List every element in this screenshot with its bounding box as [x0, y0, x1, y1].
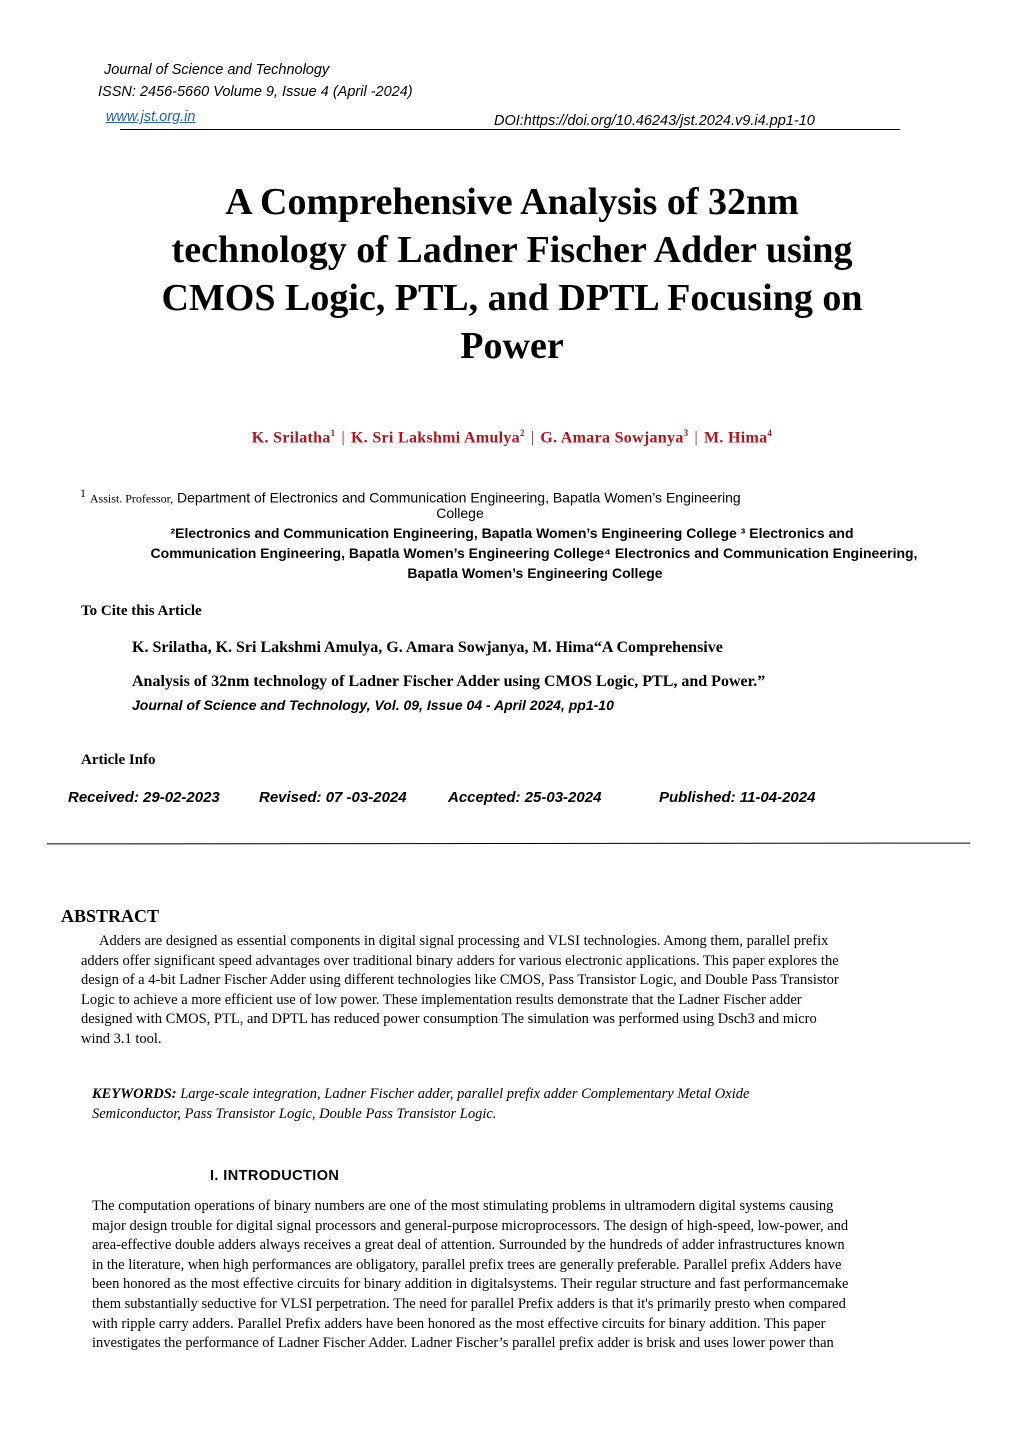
cite-journal: Journal of Science and Technology, Vol. 09, Issue 04 - April 2024, pp1-10: [132, 697, 614, 713]
intro-line-3: area-effective double adders always receives a great deal of attention. Surrounded by the hundreds of adder infrastructures known: [92, 1237, 845, 1254]
affiliation-1-continued: College: [436, 505, 484, 521]
author-4: M. Hima: [703, 429, 768, 447]
issn-line: ISSN: 2456-5660 Volume 9, Issue 4 (April -2024): [98, 84, 413, 100]
abstract-line-3: design of a 4-bit Ladner Fischer Adder using different technologies like CMOS, Pass Transistor Logic, and Double Pass Transistor: [81, 972, 839, 989]
cite-label: To Cite this Article: [81, 603, 202, 619]
title-line-2: technology of Ladner Fischer Adder using: [171, 229, 853, 271]
article-info-label: Article Info: [81, 752, 156, 768]
cite-line-1: K. Srilatha, K. Sri Lakshmi Amulya, G. Amara Sowjanya, M. Hima“A Comprehensive: [132, 639, 723, 656]
accepted-date: Accepted: 25-03-2024: [448, 789, 602, 806]
introduction-body: [92, 1197, 985, 1354]
journal-website-link[interactable]: www.jst.org.in: [106, 109, 196, 125]
author-2: K. Sri Lakshmi Amulya: [350, 429, 520, 447]
author-list: [0, 428, 1024, 447]
cite-line-2: Analysis of 32nm technology of Ladner Fischer Adder using CMOS Logic, PTL, and Power.”: [132, 673, 766, 690]
keywords-label: KEYWORDS:: [92, 1086, 177, 1102]
revised-date: Revised: 07 -03-2024: [259, 789, 407, 806]
intro-line-2: major design trouble for digital signal processors and general-purpose microprocessors. The design of high-speed, low-power, and: [92, 1217, 849, 1234]
author-1-sup: 1: [330, 428, 336, 438]
affiliation-line-4: Bapatla Women’s Engineering College: [407, 565, 663, 581]
introduction-heading: I. INTRODUCTION: [210, 1168, 340, 1184]
affiliation-1-sup: 1: [80, 486, 86, 500]
title-line-3: CMOS Logic, PTL, and DPTL Focusing on: [161, 277, 863, 319]
info-rule: [47, 843, 970, 845]
author-1: K. Srilatha: [251, 429, 331, 447]
intro-line-6: them substantially seductive for VLSI perpetration. The need for parallel Prefix adders is that it's primarily presto when compared: [92, 1295, 846, 1312]
author-3-sup: 3: [683, 428, 689, 438]
keywords-line-1: Large-scale integration, Ladner Fischer adder, parallel prefix adder Complementary Metal Oxide: [180, 1086, 750, 1102]
intro-line-8: investigates the performance of Ladner Fischer Adder. Ladner Fischer’s parallel prefix adder is brisk and uses lower power than: [92, 1335, 834, 1352]
author-2-sup: 2: [520, 428, 525, 438]
keywords: [92, 1085, 952, 1124]
affiliation-1-text: Department of Electronics and Communication Engineering, Bapatla Women’s Engineering: [176, 489, 741, 506]
abstract-body: [81, 932, 967, 1050]
abstract-line-5: designed with CMOS, PTL, and DPTL has reduced power consumption The simulation was performed using Dsch3 and micro: [81, 1011, 817, 1028]
keywords-line-2: Semiconductor, Pass Transistor Logic, Double Pass Transistor Logic.: [92, 1105, 497, 1122]
abstract-line-2: adders offer significant speed advantages over traditional binary adders for various electronic applications. This paper explores the: [81, 952, 839, 969]
affiliation-line-2: ²Electronics and Communication Engineering, Bapatla Women’s Engineering College ³ Electronics and: [170, 525, 854, 541]
affiliation-1-role: Assist. Professor,: [89, 491, 174, 506]
affiliation-line-3: Communication Engineering, Bapatla Women’s Engineering College⁴ Electronics and Communication Engineering,: [150, 545, 918, 561]
intro-line-5: been honored as the most effective circuits for binary addition in digitalsystems. Their regular structure and fast performancemake: [92, 1276, 849, 1293]
paper-title: [0, 178, 1024, 370]
author-3: G. Amara Sowjanya: [540, 429, 684, 447]
abstract-heading: ABSTRACT: [61, 906, 160, 926]
intro-line-1: The computation operations of binary numbers are one of the most stimulating problems in ultramodern digital systems causing: [92, 1198, 834, 1214]
author-separator: |: [341, 429, 345, 447]
title-line-4: Power: [460, 325, 564, 367]
intro-line-4: in the literature, when high performances are obligatory, parallel prefix trees are generally preferable. Parallel prefix Adders have: [92, 1256, 842, 1273]
author-4-sup: 4: [767, 428, 773, 438]
intro-line-7: with ripple carry adders. Parallel Prefix adders have been honored as the most effective circuits for binary addition. This paper: [92, 1315, 826, 1332]
abstract-line-4: Logic to achieve a more efficient use of low power. These implementation results demonstrate that the Ladner Fischer adder: [81, 991, 802, 1008]
doi-line: DOI:https://doi.org/10.46243/jst.2024.v9.i4.pp1-10: [494, 113, 815, 129]
received-date: Received: 29-02-2023: [68, 789, 220, 806]
author-separator: |: [530, 429, 535, 447]
title-line-1: A Comprehensive Analysis of 32nm: [225, 181, 799, 223]
published-date: Published: 11-04-2024: [659, 789, 816, 806]
author-separator: |: [694, 429, 698, 447]
header-rule: [120, 129, 900, 130]
abstract-line-6: wind 3.1 tool.: [81, 1030, 162, 1047]
journal-name: Journal of Science and Technology: [104, 62, 330, 78]
abstract-line-1: Adders are designed as essential components in digital signal processing and VLSI technologies. Among them, parallel prefix: [99, 933, 829, 949]
